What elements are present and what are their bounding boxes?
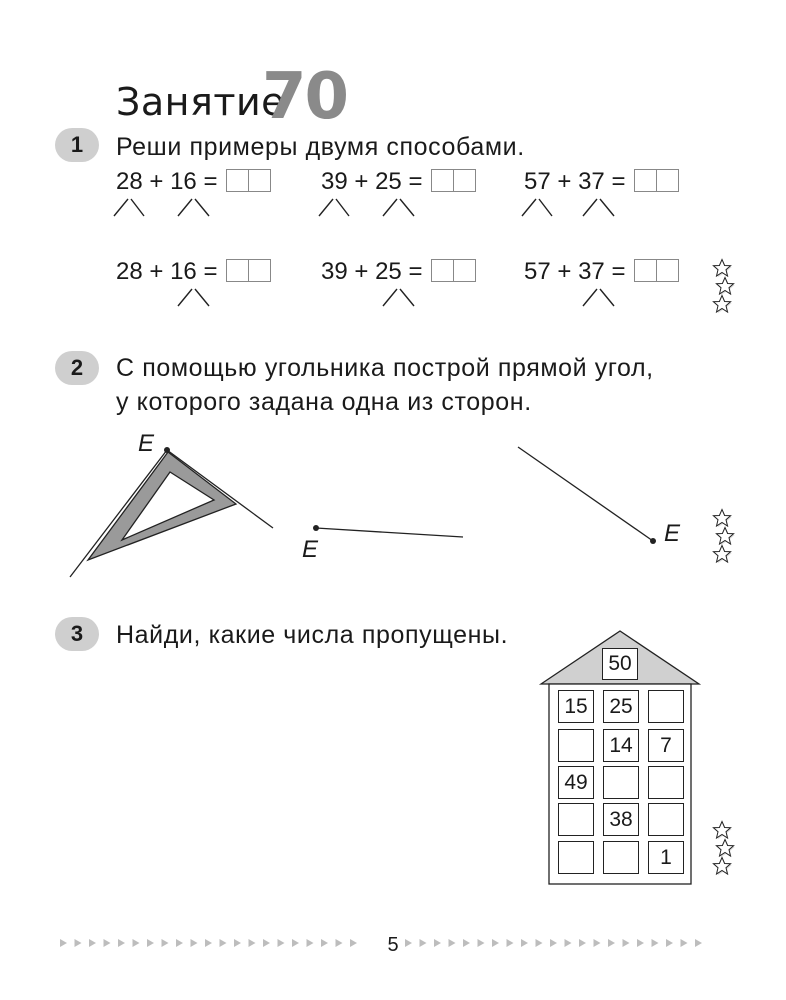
- task-3-badge: 3: [55, 617, 99, 651]
- operand-a: 28: [116, 168, 143, 195]
- operand-a: 57: [524, 168, 551, 195]
- equals: =: [611, 168, 626, 195]
- house-cell: 7: [648, 729, 684, 762]
- equals: =: [611, 258, 626, 285]
- operand-a: 28: [116, 258, 143, 285]
- operand-b: 25: [375, 168, 402, 195]
- operator: +: [149, 168, 164, 195]
- lesson-number: 70: [262, 60, 348, 134]
- task-2-text-line-2: у которого задана одна из сторон.: [116, 388, 532, 416]
- operand-a: 39: [321, 168, 348, 195]
- equals: =: [408, 168, 423, 195]
- equals: =: [408, 258, 423, 285]
- task-1-badge: 1: [55, 128, 99, 162]
- operand-b: 37: [578, 168, 605, 195]
- equals: =: [203, 168, 218, 195]
- operator: +: [557, 258, 572, 285]
- operator: +: [149, 258, 164, 285]
- house-cell: 25: [603, 690, 639, 723]
- point-e-label-1: E: [138, 430, 155, 457]
- task-2-badge: 2: [55, 351, 99, 385]
- operator: +: [354, 168, 369, 195]
- task-2-text-line-1: С помощью угольника построй прямой угол,: [116, 354, 654, 382]
- point-e-label-3: E: [664, 520, 681, 547]
- operator: +: [354, 258, 369, 285]
- operand-b: 16: [170, 258, 197, 285]
- house-cell: 1: [648, 841, 684, 874]
- house-cell: 14: [603, 729, 639, 762]
- equals: =: [203, 258, 218, 285]
- operand-b: 16: [170, 168, 197, 195]
- house-cell: 38: [603, 803, 639, 836]
- point-e-label-2: E: [302, 536, 319, 563]
- house-cell: 15: [558, 690, 594, 723]
- house-cell: 49: [558, 766, 594, 799]
- operand-b: 25: [375, 258, 402, 285]
- lesson-title-word: Занятие: [116, 80, 286, 124]
- operand-a: 39: [321, 258, 348, 285]
- task-3-text: Найди, какие числа пропущены.: [116, 621, 509, 649]
- operand-a: 57: [524, 258, 551, 285]
- operand-b: 37: [578, 258, 605, 285]
- house-roof-cell: 50: [602, 648, 638, 680]
- page-number: 5: [387, 934, 399, 956]
- task-1-text: Реши примеры двумя способами.: [116, 133, 525, 161]
- operator: +: [557, 168, 572, 195]
